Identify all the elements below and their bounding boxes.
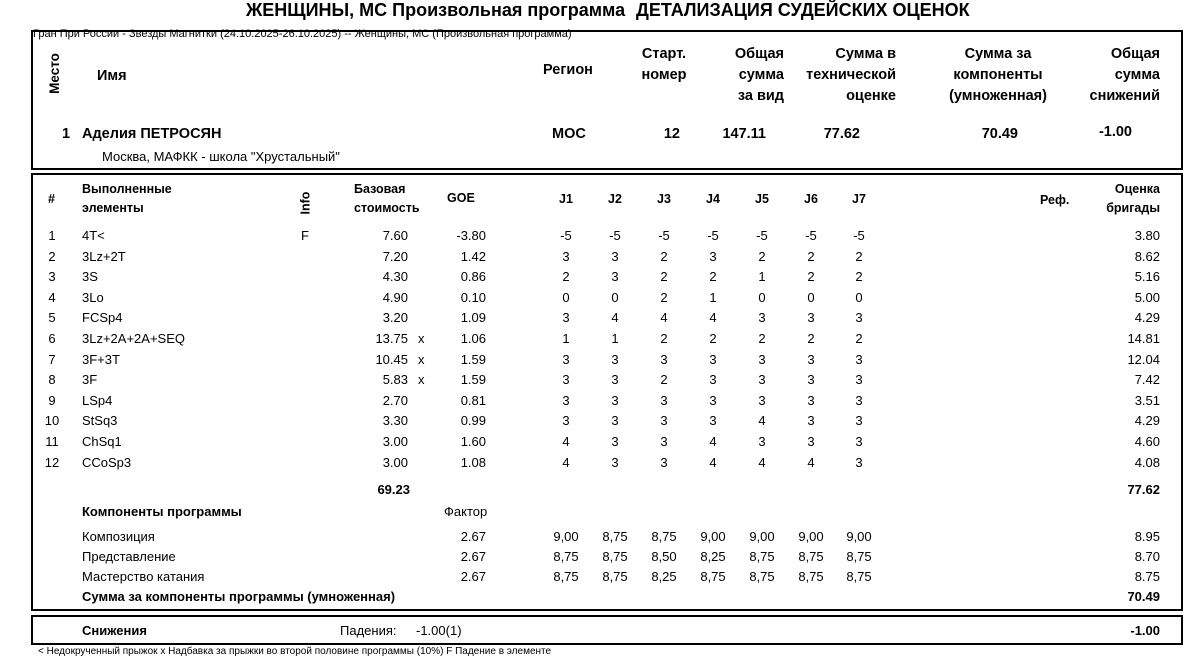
element-bonus-mark: x [418,372,425,387]
component-judge-4: 8,75 [700,569,726,584]
element-judge-3: 3 [660,393,668,408]
element-judge-6: 4 [807,455,815,470]
components-total-label: Сумма за компоненты программы (умноженная) [82,589,396,604]
element-base-value: 3.30 [382,413,408,428]
component-factor: 2.67 [460,529,486,544]
deductions-total: -1.00 [1130,623,1160,638]
component-score: 8.70 [1134,549,1160,564]
deductions-box [31,615,1183,645]
element-base-value: 7.20 [382,249,408,264]
component-judge-6: 9,00 [798,529,824,544]
footnote: < Недокрученный прыжок x Надбавка за прыжки во второй половине программы (10%) F Падение в элементе [38,646,552,657]
element-judge-5: 3 [758,310,766,325]
element-judge-1: 3 [562,310,570,325]
element-judge-7: 3 [855,310,863,325]
element-judge-2: 3 [611,455,619,470]
element-number: 3 [48,269,56,284]
element-code: LSp4 [82,393,113,408]
component-judge-2: 8,75 [602,549,628,564]
element-code: 3Lo [82,290,104,305]
element-judge-3: -5 [658,228,670,243]
element-judge-4: 4 [709,434,717,449]
element-base-value: 13.75 [375,331,408,346]
pcs-header: Сумма за компоненты (умноженная) [949,46,1047,104]
element-judge-1: 0 [562,290,570,305]
deductions-label: Снижения [82,623,147,638]
judge-header-6: J6 [804,192,818,206]
element-judge-2: 3 [611,269,619,284]
element-judge-2: 3 [611,372,619,387]
element-goe: 1.59 [460,372,486,387]
element-judge-6: 2 [807,249,815,264]
element-judge-5: 2 [758,249,766,264]
element-number: 9 [48,393,56,408]
component-judge-6: 8,75 [798,549,824,564]
element-judge-4: 3 [709,413,717,428]
element-panel-score: 5.00 [1134,290,1160,305]
element-panel-score: 4.29 [1134,413,1160,428]
element-judge-7: 0 [855,290,863,305]
element-judge-7: 3 [855,352,863,367]
element-judge-3: 2 [660,331,668,346]
element-judge-6: 3 [807,393,815,408]
component-judge-5: 9,00 [749,529,775,544]
element-judge-3: 2 [660,372,668,387]
element-panel-score: 7.42 [1134,372,1160,387]
element-judge-3: 2 [660,290,668,305]
element-panel-score: 8.62 [1134,249,1160,264]
element-code: ChSq1 [82,434,122,449]
element-judge-4: 4 [709,310,717,325]
element-base-value: 4.30 [382,269,408,284]
element-judge-2: 4 [611,310,619,325]
element-panel-score: 3.80 [1134,228,1160,243]
element-judge-6: 3 [807,352,815,367]
element-code: 4T< [82,228,105,243]
element-base-value: 10.45 [375,352,408,367]
page-title [0,0,1200,22]
component-judge-2: 8,75 [602,569,628,584]
element-number: 10 [44,413,60,428]
element-judge-2: -5 [609,228,621,243]
component-name: Представление [82,549,176,564]
element-code: FCSp4 [82,310,123,325]
element-goe: -3.80 [456,228,486,243]
element-panel-score: 4.29 [1134,310,1160,325]
component-score: 8.75 [1134,569,1160,584]
judge-header-2: J2 [608,192,622,206]
element-judge-5: 1 [758,269,766,284]
place-header: Место [46,53,62,94]
falls-value: -1.00(1) [416,623,462,638]
element-panel-score: 14.81 [1127,331,1160,346]
element-goe: 0.10 [460,290,486,305]
element-bonus-mark: x [418,352,425,367]
component-score: 8.95 [1134,529,1160,544]
skater-tes: 77.62 [823,126,860,142]
region-header: Регион [543,62,593,78]
element-judge-3: 4 [660,310,668,325]
skater-deductions: -1.00 [1098,124,1132,140]
element-judge-7: 3 [855,393,863,408]
component-judge-1: 8,75 [553,569,579,584]
element-base-value: 2.70 [382,393,408,408]
element-panel-score: 4.60 [1134,434,1160,449]
element-judge-7: 3 [855,372,863,387]
component-judge-2: 8,75 [602,529,628,544]
element-judge-7: 3 [855,413,863,428]
element-code: StSq3 [82,413,118,428]
element-judge-3: 2 [660,269,668,284]
element-base-value: 3.00 [382,455,408,470]
element-goe: 1.42 [460,249,486,264]
element-number: 4 [48,290,56,305]
ref-header: Реф. [1040,193,1070,207]
element-number: 8 [48,372,56,387]
element-goe: 1.59 [460,352,486,367]
element-number: 11 [45,434,59,449]
element-judge-1: -5 [560,228,572,243]
element-goe: 1.09 [460,310,486,325]
factor-header: Фактор [444,504,488,519]
element-judge-4: -5 [707,228,719,243]
component-judge-3: 8,50 [651,549,677,564]
skater-name: Аделия ПЕТРОСЯН [82,126,222,142]
element-base-value: 4.90 [382,290,408,305]
element-code: 3F [82,372,98,387]
element-judge-4: 2 [709,269,717,284]
event-line: Гран При России - Звезды Магнитки (24.10.2025-26.10.2025) -- Женщины, МС (Произвольная программа) [33,28,572,40]
element-number: 7 [48,352,56,367]
element-judge-6: -5 [805,228,817,243]
total-header: Общая сумма за вид [734,46,784,104]
element-number: 2 [48,249,56,264]
component-judge-4: 9,00 [700,529,726,544]
element-judge-3: 3 [660,413,668,428]
element-judge-5: 3 [758,352,766,367]
element-judge-5: 0 [758,290,766,305]
component-factor: 2.67 [460,569,486,584]
element-judge-4: 3 [709,393,717,408]
element-judge-5: 3 [758,393,766,408]
element-judge-1: 3 [562,413,570,428]
element-judge-2: 1 [611,331,619,346]
component-judge-6: 8,75 [798,569,824,584]
element-judge-1: 1 [562,331,570,346]
element-panel-score: 12.04 [1127,352,1160,367]
info-header: Info [298,191,313,215]
element-judge-3: 3 [660,455,668,470]
element-judge-5: 4 [758,455,766,470]
element-judge-6: 3 [807,413,815,428]
component-judge-7: 9,00 [846,529,872,544]
element-judge-2: 3 [611,352,619,367]
element-info: F [301,228,309,243]
base-header: Базовая стоимость [354,182,420,215]
judge-header-7: J7 [852,192,866,206]
element-judge-5: 2 [758,331,766,346]
element-panel-score: 4.08 [1134,455,1160,470]
element-judge-2: 3 [611,393,619,408]
component-judge-7: 8,75 [846,549,872,564]
judge-header-1: J1 [559,192,573,206]
element-number: 12 [44,455,60,470]
element-judge-4: 3 [709,249,717,264]
element-judge-5: 3 [758,372,766,387]
element-bonus-mark: x [418,331,425,346]
element-judge-2: 3 [611,249,619,264]
element-judge-1: 3 [562,352,570,367]
component-judge-3: 8,75 [651,529,677,544]
element-number: 1 [48,228,56,243]
judge-header-4: J4 [706,192,720,206]
element-goe: 1.60 [460,434,486,449]
element-code: 3S [82,269,98,284]
falls-label: Падения: [340,623,397,638]
element-judge-7: 3 [855,434,863,449]
skater-region: МОС [552,126,586,142]
components-total-value: 70.49 [1127,589,1160,604]
element-judge-6: 3 [807,310,815,325]
element-judge-3: 2 [660,249,668,264]
element-number: 6 [48,331,56,346]
tes-header: Сумма в технической оценке [806,46,896,104]
element-judge-4: 2 [709,331,717,346]
element-code: CCoSp3 [82,455,132,470]
element-base-value: 3.00 [382,434,408,449]
element-code: 3Lz+2A+2A+SEQ [82,331,185,346]
elements-header: Выполненные элементы [82,182,172,215]
tes-total: 77.62 [1127,482,1160,497]
element-judge-4: 4 [709,455,717,470]
element-judge-4: 3 [709,352,717,367]
element-judge-6: 0 [807,290,815,305]
element-goe: 1.08 [460,455,486,470]
element-judge-7: 3 [855,455,863,470]
element-judge-1: 3 [562,372,570,387]
skater-start-no: 12 [663,126,680,142]
component-judge-1: 8,75 [553,549,579,564]
judge-header-5: J5 [755,192,769,206]
skater-club: Москва, МАФКК - школа "Хрустальный" [102,149,340,164]
component-judge-7: 8,75 [846,569,872,584]
element-judge-5: 3 [758,434,766,449]
element-judge-6: 2 [807,269,815,284]
element-judge-1: 4 [562,455,570,470]
deductions-header: Общая сумма снижений [1089,46,1160,104]
element-judge-2: 3 [611,434,619,449]
component-name: Мастерство катания [82,569,205,584]
element-goe: 0.86 [460,269,486,284]
element-judge-5: 4 [758,413,766,428]
component-name: Композиция [82,529,155,544]
element-base-value: 7.60 [382,228,408,243]
element-base-value: 3.20 [382,310,408,325]
base-total: 69.23 [377,482,410,497]
component-judge-3: 8,25 [651,569,677,584]
title-right: ДЕТАЛИЗАЦИЯ СУДЕЙСКИХ ОЦЕНОК [636,0,970,20]
element-judge-7: 2 [855,249,863,264]
element-number: 5 [48,310,56,325]
components-title: Компоненты программы [82,504,242,519]
element-judge-4: 3 [709,372,717,387]
element-judge-7: -5 [853,228,865,243]
element-judge-1: 4 [562,434,570,449]
goe-header: GOE [447,191,475,205]
element-judge-5: -5 [756,228,768,243]
score-header: Оценка бригады [1106,182,1160,215]
judge-header-3: J3 [657,192,671,206]
component-judge-4: 8,25 [700,549,726,564]
title-left: ЖЕНЩИНЫ, МС Произвольная программа [246,0,626,20]
element-judge-2: 3 [611,413,619,428]
element-panel-score: 3.51 [1134,393,1160,408]
start-no-header: Старт. номер [641,46,687,83]
element-base-value: 5.83 [382,372,408,387]
element-goe: 0.99 [460,413,486,428]
component-judge-1: 9,00 [553,529,579,544]
element-judge-3: 3 [660,434,668,449]
element-judge-6: 3 [807,372,815,387]
element-judge-7: 2 [855,331,863,346]
num-header: # [48,192,55,206]
element-judge-4: 1 [709,290,717,305]
skater-total: 147.11 [722,126,766,142]
element-judge-6: 2 [807,331,815,346]
component-judge-5: 8,75 [749,569,775,584]
element-judge-1: 3 [562,393,570,408]
element-judge-7: 2 [855,269,863,284]
skater-pcs: 70.49 [981,126,1018,142]
element-goe: 0.81 [460,393,486,408]
element-goe: 1.06 [460,331,486,346]
element-judge-2: 0 [611,290,619,305]
element-code: 3Lz+2T [82,249,126,264]
element-panel-score: 5.16 [1134,269,1160,284]
element-judge-1: 3 [562,249,570,264]
component-judge-5: 8,75 [749,549,775,564]
name-header: Имя [97,68,127,84]
element-judge-6: 3 [807,434,815,449]
skater-place: 1 [62,126,71,142]
component-factor: 2.67 [460,549,486,564]
element-judge-3: 3 [660,352,668,367]
element-code: 3F+3T [82,352,120,367]
element-judge-1: 2 [562,269,570,284]
